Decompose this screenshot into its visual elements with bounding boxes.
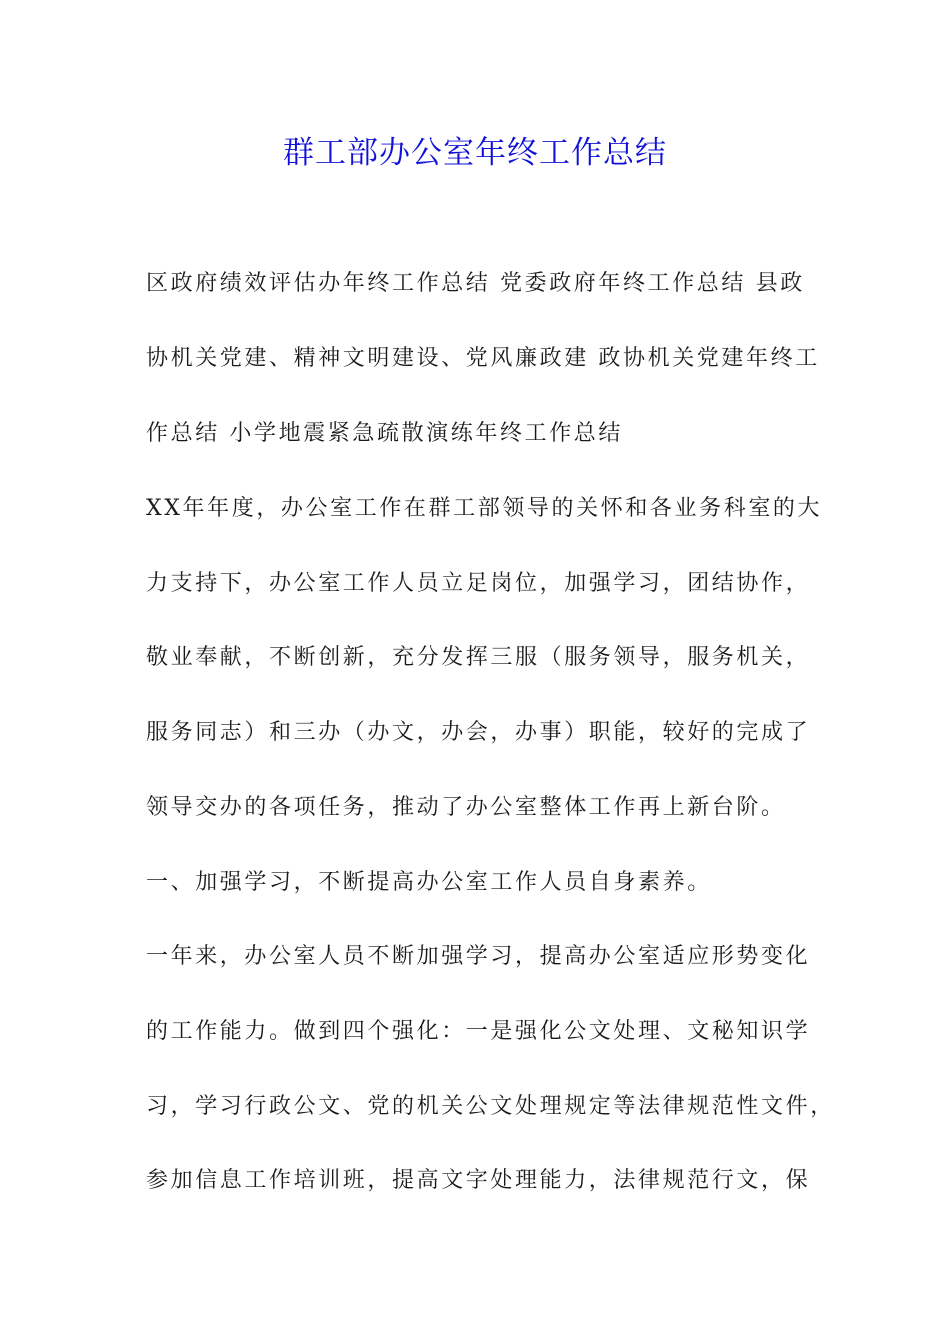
text-line: 协机关党建、精神文明建设、党风廉政建 政协机关党建年终工 (146, 346, 820, 371)
text-line: 一年来，办公室人员不断加强学习，提高办公室适应形势变化 (146, 944, 811, 969)
text-line: 敬业奉献，不断创新，充分发挥三服（服务领导，服务机关， (146, 645, 811, 670)
document-title: 群工部办公室年终工作总结 (283, 135, 667, 171)
text-line: 区政府绩效评估办年终工作总结 党委政府年终工作总结 县政 (146, 271, 805, 296)
text-line: 力支持下，办公室工作人员立足岗位，加强学习，团结协作， (146, 571, 811, 596)
text-line: 服务同志）和三办（办文，办会，办事）职能，较好的完成了 (146, 720, 811, 745)
text-line: XX年年度，办公室工作在群工部领导的关怀和各业务科室的大 (146, 496, 823, 521)
text-line: 习，学习行政公文、党的机关公文处理规定等法律规范性文件， (146, 1094, 835, 1119)
text-line: 作总结 小学地震紧急疏散演练年终工作总结 (146, 421, 623, 446)
text-line: 的工作能力。做到四个强化：一是强化公文处理、文秘知识学 (146, 1019, 811, 1044)
section-heading: 一、加强学习，不断提高办公室工作人员自身素养。 (146, 870, 712, 895)
text-line: 领导交办的各项任务，推动了办公室整体工作再上新台阶。 (146, 795, 786, 820)
text-line: 参加信息工作培训班，提高文字处理能力，法律规范行文，保 (146, 1168, 811, 1193)
